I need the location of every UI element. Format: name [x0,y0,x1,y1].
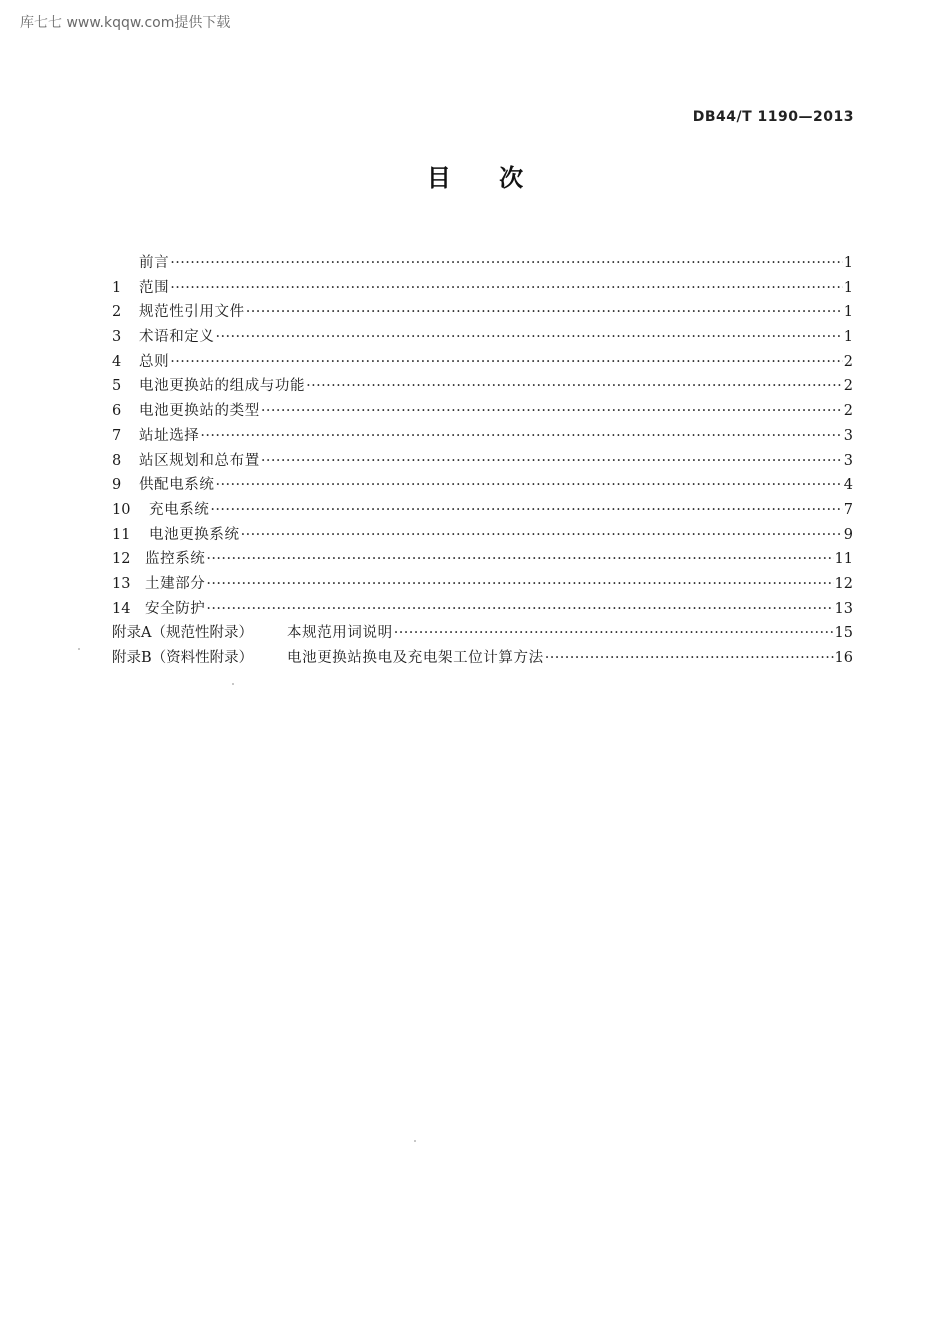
toc-entry-page: 3 [843,427,853,444]
toc-entry-title: 站区规划和总布置 [139,452,260,469]
toc-entry-number: 8 [112,452,122,469]
toc-entry-number: 5 [112,378,122,395]
toc-entry-title: 规范性引用文件 [139,304,245,321]
toc-entry-foreword[interactable] [112,251,853,276]
toc-entry-number: 6 [112,403,122,420]
toc-entry-page: 3 [843,452,853,469]
toc-entry-number: 10 [112,501,131,518]
toc-entry-title: 充电系统 [149,501,210,518]
toc-entry-title: 安全防护 [145,600,206,617]
toc-entry-number: 3 [112,329,122,346]
toc-entry-page: 15 [834,625,853,642]
toc-dot-leader [306,374,843,399]
toc-entry-title: 电池更换站换电及充电架工位计算方法 [287,650,544,666]
toc-dot-leader [206,547,833,572]
toc-entry-page: 11 [834,551,853,568]
toc-entry-7[interactable] [112,424,853,449]
toc-entry-title: 本规范用词说明 [287,625,393,642]
toc-entry-13[interactable] [112,572,853,597]
toc-entry-1[interactable] [112,276,853,301]
toc-entry-appendix-b[interactable] [112,646,853,671]
toc-entry-page: 1 [843,279,853,296]
toc-entry-page: 7 [843,501,853,518]
toc-entry-page: 1 [843,255,853,271]
standard-code: DB44/T 1190—2013 [692,109,854,125]
toc-entry-number: 11 [112,526,131,543]
toc-dot-leader [170,350,843,375]
toc-entry-page: 12 [834,575,853,592]
toc-entry-page: 16 [834,650,853,666]
toc-entry-number: 9 [112,477,122,494]
toc-entry-8[interactable] [112,449,853,474]
toc-entry-appendix-a[interactable] [112,621,853,646]
scan-speck [78,648,80,650]
scan-speck [414,1140,416,1142]
toc-dot-leader [216,325,843,350]
toc-entry-9[interactable] [112,473,853,498]
toc-entry-5[interactable] [112,374,853,399]
toc-entry-6[interactable] [112,399,853,424]
toc-entry-number: 1 [112,279,122,296]
toc-entry-12[interactable] [112,547,853,572]
toc-dot-leader [206,572,833,597]
toc-entry-number: 7 [112,427,122,444]
toc-entry-number: 13 [112,575,131,592]
toc-entry-title: 站址选择 [139,427,200,444]
toc-dot-leader [206,597,833,622]
toc-entry-3[interactable] [112,325,853,350]
toc-entry-page: 9 [843,526,853,543]
toc-entry-title: 土建部分 [145,575,206,592]
toc-dot-leader [261,399,843,424]
toc-entry-number: 14 [112,600,131,617]
watermark-text: 库七七 www.kqqw.com提供下载 [20,15,231,31]
table-of-contents [112,251,853,671]
toc-entry-number: 附录A（规范性附录） [112,625,253,642]
toc-entry-10[interactable] [112,498,853,523]
toc-entry-title: 监控系统 [145,551,206,568]
scan-speck [232,683,234,685]
toc-entry-title: 电池更换系统 [149,526,240,543]
toc-entry-number: 2 [112,304,122,321]
toc-dot-leader [200,424,842,449]
page-title: 目 次 [426,164,544,192]
toc-entry-number: 12 [112,551,131,568]
toc-entry-2[interactable] [112,300,853,325]
toc-dot-leader [246,300,843,325]
toc-entry-number: 附录B（资料性附录） [112,650,254,666]
toc-dot-leader [210,498,842,523]
toc-entry-title: 总则 [139,353,170,370]
toc-entry-page: 2 [843,353,853,370]
toc-dot-leader [170,276,843,301]
toc-dot-leader [261,449,843,474]
toc-dot-leader [216,473,843,498]
toc-entry-number: 4 [112,353,122,370]
toc-entry-title: 前言 [139,255,170,271]
toc-entry-11[interactable] [112,523,853,548]
toc-entry-title: 电池更换站的组成与功能 [139,378,306,395]
toc-entry-title: 电池更换站的类型 [139,403,260,420]
toc-entry-page: 2 [843,403,853,420]
toc-entry-title: 术语和定义 [139,329,215,346]
toc-entry-page: 4 [843,477,853,494]
toc-entry-title: 范围 [139,279,170,296]
toc-entry-page: 1 [843,329,853,346]
toc-dot-leader [394,621,834,646]
toc-entry-page: 2 [843,378,853,395]
toc-dot-leader [545,646,834,671]
toc-entry-page: 13 [834,600,853,617]
toc-entry-4[interactable] [112,350,853,375]
toc-dot-leader [241,523,843,548]
toc-entry-14[interactable] [112,597,853,622]
toc-entry-title: 供配电系统 [139,477,215,494]
toc-dot-leader [170,251,843,276]
toc-entry-page: 1 [843,304,853,321]
